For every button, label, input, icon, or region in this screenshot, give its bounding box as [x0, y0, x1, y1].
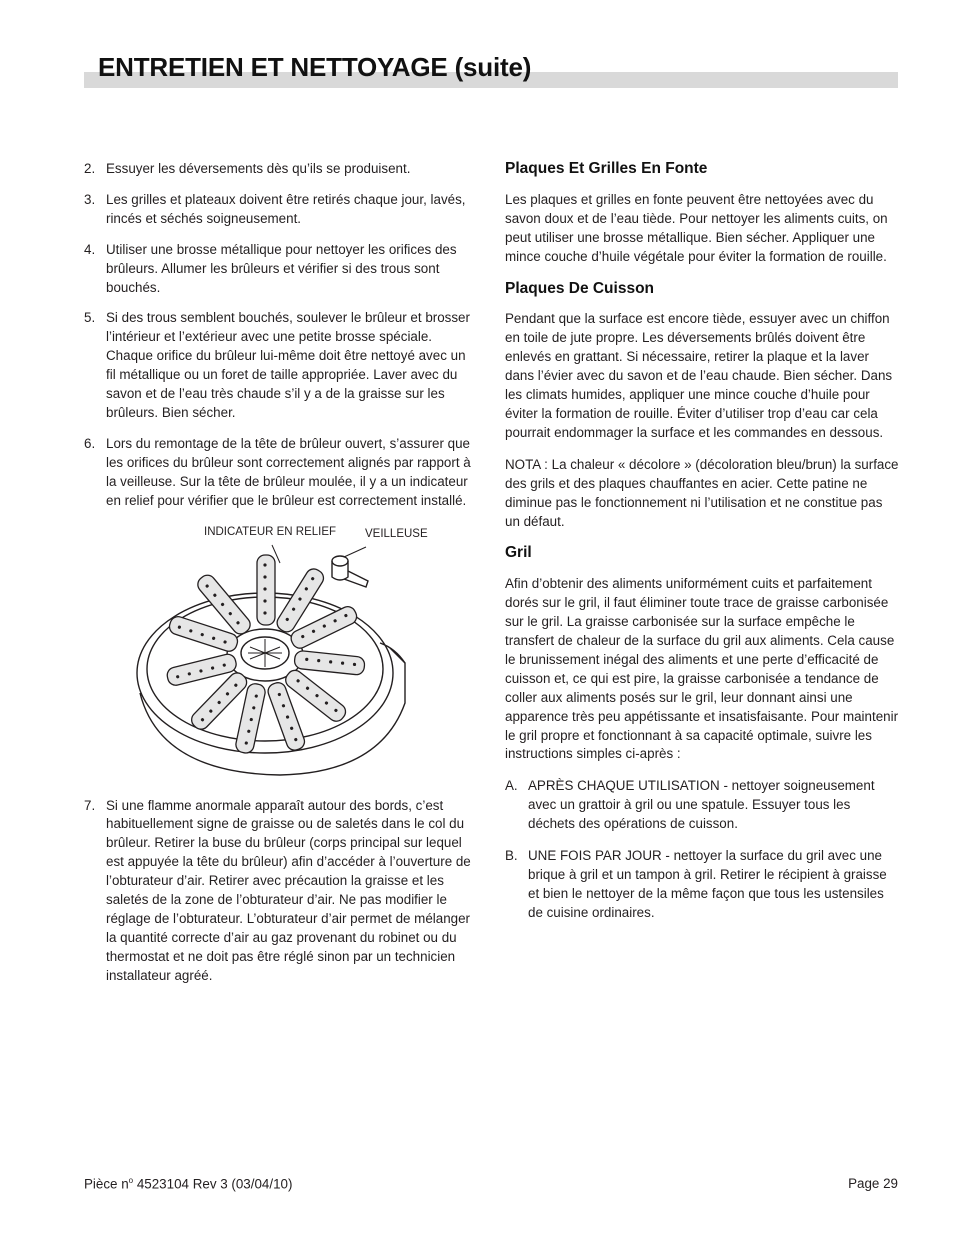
figure-label-pilot: VEILLEUSE — [365, 527, 428, 540]
section-text-grill: Afin d’obtenir des aliments uniformément cuits et parfaitement dorés sur le gril, il faut éliminer toute trace de graisse carbonisée sur le gril. La graisse carbonisée sur la surface empêche le transfert de chaleur de la surface du gril aux aliments. Cela cause le brunissement inégal des aliments et une perte d’efficacité de cuisson et, ce qui est pire, la graisse carbonisée a tendance de coller aux aliments posés sur le gril, leur donnant ainsi une apparence très peu appétissante et insatisfaisante. Pour maintenir le gril propre et fonctionnant à sa capacité optimale, suivre les instructions simples ci-après : — [505, 576, 899, 762]
steps-list — [84, 160, 478, 511]
burner-illustration — [130, 543, 420, 783]
part-prefix: Pièce n — [84, 1176, 129, 1192]
steps-list-continued — [84, 797, 478, 986]
list-item — [84, 797, 478, 986]
section-text-cast-iron: Les plaques et grilles en fonte peuvent être nettoyées avec du savon doux et de l’eau tiède. Pour nettoyer les aliments cuits, on peut utiliser une brosse métallique. Bien sécher. Appliquer une mince couche d’huile végétale pour éviter la formation de rouille. — [505, 191, 888, 264]
section-title-griddle: Plaques De Cuisson — [505, 279, 655, 297]
list-item — [84, 435, 478, 511]
item-text: UNE FOIS PAR JOUR - nettoyer la surface du gril avec une brique à gril et un tampon à gril. Retirer le récipient à graisse et bien le nettoyer de la même façon que tous les ustensiles de cuisine ordinaires. — [528, 848, 887, 920]
right-column — [505, 160, 899, 936]
step-text: Les grilles et plateaux doivent être retirés chaque jour, lavés, rincés et séchés soigneusement. — [106, 191, 466, 226]
list-item — [84, 191, 478, 229]
figure-label-indicator: INDICATEUR EN RELIEF — [204, 525, 337, 538]
step-text: Lors du remontage de la tête de brûleur ouvert, s’assurer que les orifices du brûleur sont correctement alignés par rapport à la veilleuse. Sur la tête de brûleur moulée, il y a un indicateur en relief pour vérifier que le brûleur est correctement installé. — [106, 435, 471, 508]
section-title-grill: Gril — [505, 544, 532, 562]
step-text: Si une flamme anormale apparaît autour des bords, c’est habituellement signe de graisse ou de saletés dans le col du brûleur. Retirer la buse du brûleur (corps principal sur lequel est appuyée la tête du brûleur) afin d’accéder à l’ouverture de l’obturateur d’air. Retirer avec précaution la graisse et les saletés de la zone de l’obturateur d’air. Ne pas modifier le réglage de l’obturateur. L’obturateur d’air permet de mélanger la quantité correcte d’air au gaz provenant du robinet ou du thermostat et ne doit pas être réglé sinon par un technicien installateur agréé. — [106, 797, 471, 983]
section-text-griddle: Pendant que la surface est encore tiède, essuyer avec un chiffon en toile de jute propre. Les déversements brûlés doivent être enlevés en grattant. Si nécessaire, retirer la plaque et la laver dans l’évier avec du savon et de l’eau chaude. Bien sécher. Dans les climats humides, appliquer une mince couche d’huile pour éviter la formation de rouille. Éviter d’utiliser trop d’eau car cela pourrait endommager la surface et les commandes en dessous. — [505, 311, 893, 440]
page-number: Page 29 — [848, 1176, 898, 1191]
page-title: ENTRETIEN ET NETTOYAGE (suite) — [98, 52, 532, 82]
part-superscript: o — [128, 1176, 134, 1185]
left-column — [84, 160, 478, 998]
item-letter: A. — [505, 778, 518, 794]
section-title-cast-iron: Plaques Et Grilles En Fonte — [505, 160, 708, 177]
list-item — [84, 160, 478, 179]
step-number: 5. — [84, 310, 96, 326]
step-number: 4. — [84, 241, 96, 257]
burner-figure — [84, 523, 478, 785]
list-item — [505, 777, 899, 834]
list-item — [84, 309, 478, 422]
part-number — [84, 1176, 292, 1191]
item-text: APRÈS CHAQUE UTILISATION - nettoyer soigneusement avec un grattoir à gril ou une spatule. Essuyer tous les déchets des opérations de cuisson. — [528, 778, 875, 832]
grill-instructions-list — [505, 777, 899, 922]
section-note-griddle: NOTA : La chaleur « décolore » (décoloration bleu/brun) la surface des grils et des plaques chauffantes en acier. Cette patine ne diminue pas le fonctionnement ni l’utilisation et ne constitue pas un défaut. — [505, 456, 899, 529]
step-text: Si des trous semblent bouchés, soulever le brûleur et brosser l’intérieur et l’extérieur avec une petite brosse spéciale. Chaque orifice du brûleur lui-même doit être nettoyé avec un fil métallique ou un foret de taille appropriée. Laver avec du savon et de l’eau très chaude s’il y a de la graisse sur les brûleurs. Bien sécher. — [106, 310, 470, 420]
step-number: 7. — [84, 797, 96, 813]
item-letter: B. — [505, 848, 518, 864]
part-details: 4523104 Rev 3 (03/04/10) — [133, 1176, 293, 1192]
list-item — [84, 241, 478, 298]
step-number: 6. — [84, 435, 96, 451]
list-item — [505, 847, 899, 923]
step-text: Essuyer les déversements dès qu’ils se produisent. — [106, 161, 411, 176]
step-number: 3. — [84, 191, 96, 207]
step-text: Utiliser une brosse métallique pour nettoyer les orifices des brûleurs. Allumer les brûleurs et vérifier si des trous sont bouchés. — [106, 241, 457, 295]
step-number: 2. — [84, 161, 96, 176]
